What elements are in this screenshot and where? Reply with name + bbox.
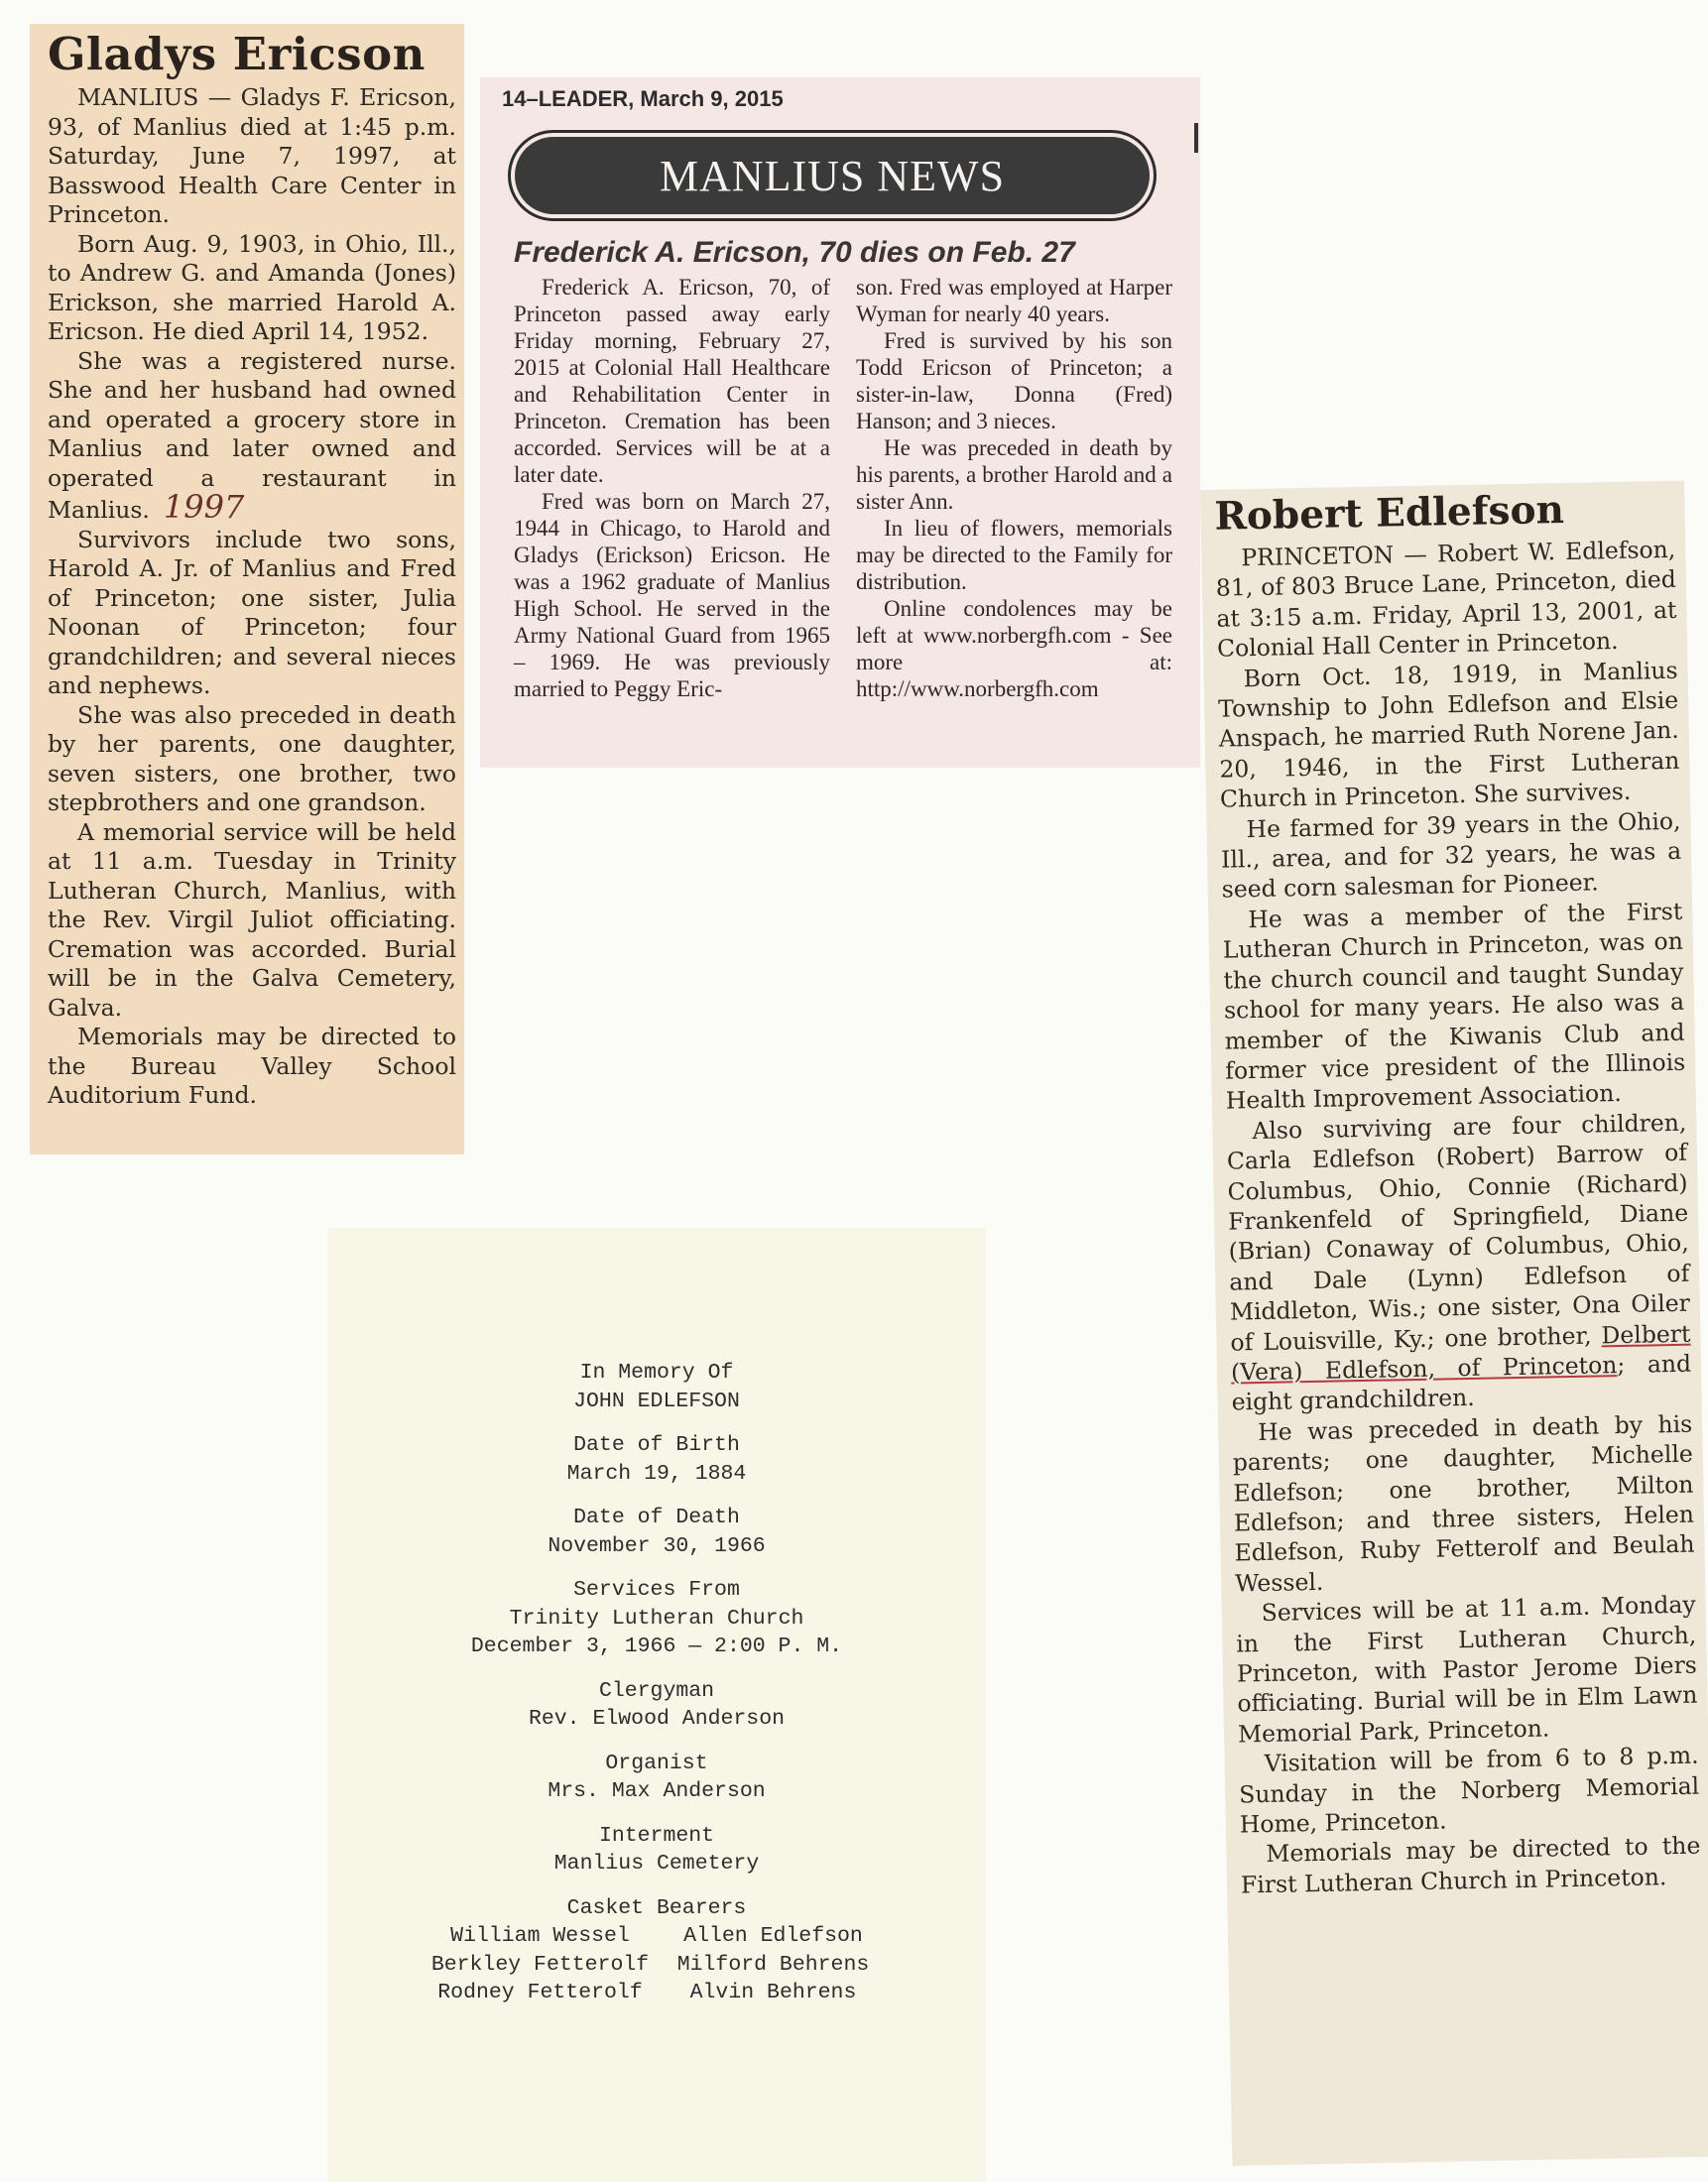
organist-section <box>327 1750 986 1806</box>
interment-label: Interment <box>598 1823 715 1848</box>
fred-paragraph: He was preceded in death by his parents, a brother Harold and a sister Ann. <box>856 435 1172 514</box>
robert-obituary-clipping <box>1200 481 1708 2166</box>
fred-paragraph: Frederick A. Ericson, 70, of Princeton passed away early Friday morning, February 27, 2015 at Colonial Hall Healthcare and Rehabilitation Center in Princeton. Cremation has been accorded. Services will be at a later date. <box>514 275 830 487</box>
bearer-name: Berkley Fetterolf <box>430 1952 650 1977</box>
robert-paragraph: He was a member of the First Lutheran Church in Princeton, was on the church council and taught Sunday school for many years. He also was a member of the Kiwanis Club and former vice president of the Illinois Health Improvement Association. <box>1222 897 1686 1115</box>
card-header <box>327 1359 986 1415</box>
bearer-name: Rodney Fetterolf <box>437 1981 643 2004</box>
fred-paragraph: Online condolences may be left at www.norbergfh.com - See more at: http://www.norbergfh.com <box>856 596 1172 701</box>
gladys-paragraph: Memorials may be directed to the Bureau Valley School Auditorium Fund. <box>48 1023 456 1109</box>
birth-date: March 19, 1884 <box>566 1461 747 1486</box>
bearer-name: William Wessel <box>450 1924 630 1948</box>
bearer-name: Milford Behrens <box>676 1952 870 1977</box>
robert-heading: Robert Edlefson <box>1214 486 1565 540</box>
robert-paragraph: PRINCETON — Robert W. Edlefson, 81, of 803 Bruce Lane, Princeton, died at 3:15 a.m. Friday, April 13, 2001, at Colonial Hall Center in Princeton. <box>1215 535 1677 663</box>
underlined-name: Delbert (Vera) Edlefson, of Princeton <box>1230 1319 1691 1387</box>
section-banner <box>508 130 1157 221</box>
fred-columns <box>494 274 1186 702</box>
robert-paragraph: Services will be at 11 a.m. Monday in the First Lutheran Church, Princeton, with Pastor Jerome Diers officiating. Burial will be in Elm Lawn Memorial Park, Princeton. <box>1236 1590 1698 1749</box>
fred-paragraph: Fred is survived by his son Todd Ericson of Princeton; a sister-in-law, Donna (Fred) Hanson; and 3 nieces. <box>856 328 1172 433</box>
fred-column-2 <box>856 274 1172 702</box>
bearers-label: Casket Bearers <box>566 1895 747 1920</box>
robert-paragraph: Born Oct. 18, 1919, in Manlius Township to John Edlefson and Elsie Anspach, he married Ruth Norene Jan. 20, 1946, in the First Lutheran Church in Princeton. She survives. <box>1217 656 1680 813</box>
gladys-paragraph <box>48 347 456 526</box>
fred-paragraph: son. Fred was employed at Harper Wyman for nearly 40 years. <box>856 275 1172 326</box>
gladys-paragraph: MANLIUS — Gladys F. Ericson, 93, of Manlius died at 1:45 p.m. Saturday, June 7, 1997, at Basswood Health Care Center in Princeton. <box>48 83 456 228</box>
newspaper-dateline: 14–LEADER, March 9, 2015 <box>502 86 784 111</box>
services-label: Services From <box>573 1578 740 1602</box>
in-memory-label: In Memory Of <box>579 1361 734 1385</box>
survivors-text: Also surviving are four children, Carla Edlefson (Robert) Barrow of Columbus, Ohio, Connie (Richard) Frankenfeld of Springfield, Diane (Brian) Conaway of Columbus, Ohio, and Dale (Lynn) Edlefson of Middleton, Wis.; one sister, Ona Oiler of Louisville, Ky.; one brother, <box>1226 1108 1691 1357</box>
organist-label: Organist <box>605 1751 708 1775</box>
memorial-card <box>327 1228 986 2182</box>
bearers-list <box>424 1922 890 2007</box>
section-banner-title: MANLIUS NEWS <box>515 137 1150 214</box>
service-time: December 3, 1966 — 2:00 P. M. <box>470 1635 843 1658</box>
survivors-text-end: ; and eight grandchildren. <box>1231 1349 1692 1416</box>
frederick-obituary-clipping <box>480 77 1200 768</box>
gladys-paragraph-text: She was a registered nurse. She and her husband had owned and operated a grocery store in Manlius and later owned and operated a restaurant in Manlius. <box>48 346 456 524</box>
robert-paragraph: Memorials may be directed to the First Lutheran Church in Princeton. <box>1240 1832 1701 1899</box>
bearers-section <box>327 1894 986 2007</box>
gladys-paragraph: She was also preceded in death by her parents, one daughter, seven sisters, one brother, two stepbrothers and one grandson. <box>48 700 456 816</box>
robert-paragraph: He was preceded in death by his parents; one daughter, Michelle Edlefson; one brother, Milton Edlefson; and three sisters, Helen Edlefson, Ruby Fetterolf and Beulah Wessel. <box>1232 1409 1695 1598</box>
column-rule-divider <box>1194 123 1198 153</box>
bearer-name: Allen Edlefson <box>683 1924 863 1948</box>
organist-name: Mrs. Max Anderson <box>548 1779 766 1803</box>
handwritten-year-annotation: 1997 <box>163 488 245 526</box>
clergy-name: Rev. Elwood Anderson <box>528 1707 786 1731</box>
death-label: Date of Death <box>573 1506 740 1529</box>
services-section <box>327 1576 986 1661</box>
clergy-label: Clergyman <box>598 1678 715 1703</box>
robert-paragraph: He farmed for 39 years in the Ohio, Ill., area, and for 32 years, he was a seed corn salesman for Pioneer. <box>1220 806 1682 905</box>
robert-paragraph <box>1226 1107 1692 1417</box>
gladys-obituary-clipping <box>30 24 464 1154</box>
church-name: Trinity Lutheran Church <box>509 1606 804 1631</box>
death-section <box>327 1504 986 1560</box>
fred-paragraph: In lieu of flowers, memorials may be directed to the Family for distribution. <box>856 516 1172 594</box>
gladys-paragraph: A memorial service will be held at 11 a.m. Tuesday in Trinity Lutheran Church, Manlius, with the Rev. Virgil Juliot officiating. Cremation was accorded. Burial will be in the Galva Cemetery, Galva. <box>48 817 456 1022</box>
fred-column-1 <box>514 274 830 702</box>
bearer-name: Alvin Behrens <box>689 1981 857 2004</box>
fred-headline: Frederick A. Ericson, 70 dies on Feb. 27 <box>514 236 1075 269</box>
gladys-heading: Gladys Ericson <box>48 28 426 80</box>
interment-place: Manlius Cemetery <box>553 1852 760 1876</box>
interment-section <box>327 1822 986 1879</box>
birth-label: Date of Birth <box>573 1433 740 1457</box>
gladys-paragraph: Born Aug. 9, 1903, in Ohio, Ill., to Andrew G. and Amanda (Jones) Erickson, she married Harold A. Ericson. He died April 14, 1952. <box>48 229 456 345</box>
birth-section <box>327 1431 986 1488</box>
clergy-section <box>327 1677 986 1734</box>
death-date: November 30, 1966 <box>548 1533 766 1558</box>
robert-paragraph: Visitation will be from 6 to 8 p.m. Sunday in the Norberg Memorial Home, Princeton. <box>1238 1741 1700 1839</box>
deceased-name: JOHN EDLEFSON <box>573 1389 740 1413</box>
gladys-paragraph: Survivors include two sons, Harold A. Jr. of Manlius and Fred of Princeton; one sister, Julia Noonan of Princeton; four grandchildren; and several nieces and nephews. <box>48 525 456 699</box>
fred-paragraph: Fred was born on March 27, 1944 in Chicago, to Harold and Gladys (Erickson) Ericson. He was a 1962 graduate of Manlius High School. He served in the Army National Guard from 1965 – 1969. He was previously married to Peggy Eric- <box>514 489 830 701</box>
